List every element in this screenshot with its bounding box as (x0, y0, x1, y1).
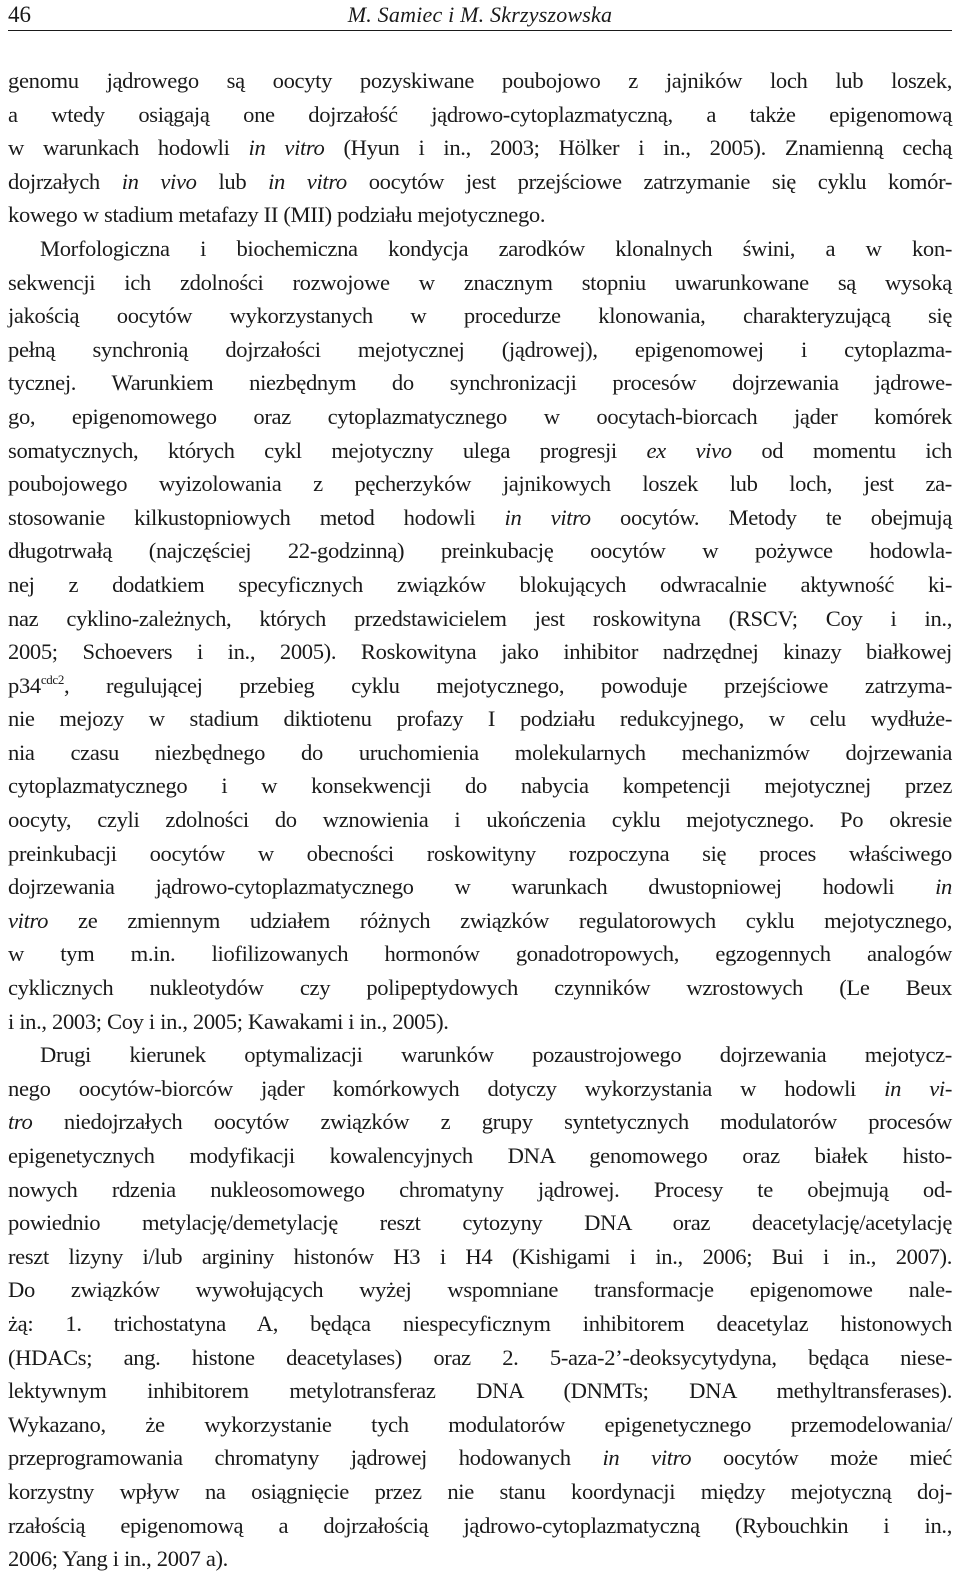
text-segment: oocytów może mieć (691, 1445, 952, 1471)
text-line (8, 1038, 952, 1072)
page-number: 46 (8, 2, 31, 27)
text-line (8, 1509, 952, 1543)
running-header (8, 0, 952, 31)
text-line (8, 1273, 952, 1307)
text-line (8, 1441, 952, 1475)
text-segment: epigenetycznych modyfikacji kowalencyjnych DNA genomowego oraz białek histo- (8, 1143, 952, 1168)
text-segment: reszt lizyny i/lub argininy histonów H3 i H4 (Kishigami i in., 2006; Bui i in., 2007). (8, 1243, 952, 1269)
text-segment: nowych rdzenia nukleosomowego chromatyny jądrowej. Procesy te obejmują od- (8, 1176, 952, 1202)
italic-term: in vi- (884, 1075, 952, 1101)
text-segment: go, epigenomowego oraz cytoplazmatycznego w oocytach-biorcach jąder komórek (8, 403, 952, 429)
text-segment: 2005; Schoevers i in., 2005). Roskowityna jako inhibitor nadrzędnej kinazy białkowej (8, 639, 952, 665)
text-line (8, 98, 952, 132)
italic-term: tro (8, 1109, 33, 1135)
body-text (8, 64, 952, 1576)
text-line (8, 870, 952, 904)
text-line (8, 1240, 952, 1274)
text-line (8, 803, 952, 837)
superscript-text: cdc2 (40, 671, 64, 687)
text-segment: dojrzałych (8, 168, 122, 194)
text-line (8, 165, 952, 199)
text-segment: i in., 2003; Coy i in., 2005; Kawakami i in., 2005). (8, 1008, 449, 1034)
text-line (8, 1072, 952, 1106)
text-segment: nie mejozy w stadium diktiotenu profazy I podziału redukcyjnego, w celu wydłuże- (8, 706, 952, 732)
text-line (8, 333, 952, 367)
text-line (8, 602, 952, 636)
text-segment: oocyty, czyli zdolności do wznowienia i ukończenia cyklu mejotycznego. Po okresie (8, 807, 952, 833)
text-segment: cytoplazmatycznego i w konsekwencji do nabycia kompetencji mejotycznej przez (8, 773, 952, 799)
text-line (8, 1206, 952, 1240)
text-line (8, 1542, 952, 1576)
text-segment: niedojrzałych oocytów związków z grupy syntetycznych modulatorów procesów (32, 1109, 952, 1135)
text-segment: dojrzewania jądrowo-cytoplazmatycznego w warunkach dwustopniowej hodowli (8, 874, 936, 900)
text-segment: tycznej. Warunkiem niezbędnym do synchronizacji procesów dojrzewania jądrowe- (8, 370, 952, 396)
text-line (8, 232, 952, 266)
text-segment: Morfologiczna i biochemiczna kondycja zarodków klonalnych świni, a w kon- (40, 235, 952, 261)
text-segment: poubojowego wyizolowania z pęcherzyków jajnikowych loszek lub loch, jest za- (8, 471, 952, 497)
text-line (8, 669, 952, 703)
text-line (8, 1374, 952, 1408)
text-segment: jakością oocytów wykorzystanych w procedurze klonowania, charakteryzującą się (8, 303, 952, 329)
text-line (8, 736, 952, 770)
text-segment: żą: 1. trichostatyna A, będąca niespecyficznym inhibitorem deacetylaz histonowych (8, 1310, 952, 1336)
text-line (8, 937, 952, 971)
italic-term: in vivo (121, 168, 197, 194)
text-line (8, 131, 952, 165)
text-segment: sekwencji ich zdolności rozwojowe w znacznym stopniu uwarunkowane są wysoką (8, 269, 952, 295)
text-line (8, 1307, 952, 1341)
text-segment: genomu jądrowego są oocyty pozyskiwane poubojowo z jajników loch lub loszek, (8, 68, 952, 93)
text-segment: Drugi kierunek optymalizacji warunków pozaustrojowego dojrzewania mejotycz- (40, 1042, 952, 1068)
text-segment: , regulującej przebieg cyklu mejotycznego, powoduje przejściowe zatrzyma- (63, 672, 952, 698)
text-line (8, 702, 952, 736)
running-title-authors: M. Samiec i M. Skrzyszowska (347, 2, 613, 27)
italic-term: in vitro (268, 168, 347, 194)
text-line (8, 299, 952, 333)
text-line (8, 467, 952, 501)
text-segment: nego oocytów-biorców jąder komórkowych dotyczy wykorzystania w hodowli (8, 1075, 885, 1101)
text-segment: rzałością epigenomową a dojrzałością jądrowo-cytoplazmatyczną (Rybouchkin i in., (8, 1512, 952, 1538)
text-line (8, 366, 952, 400)
text-line (8, 1105, 952, 1139)
text-segment: lub (196, 168, 269, 194)
text-segment: 2006; Yang i in., 2007 a). (8, 1546, 228, 1572)
text-line (8, 904, 952, 938)
text-line (8, 837, 952, 871)
text-segment: ze zmiennym udziałem różnych związków regulatorowych cyklu mejotycznego, (48, 907, 952, 933)
text-segment: p34 (8, 672, 41, 698)
text-segment: przeprogramowania chromatyny jądrowej hodowanych (8, 1445, 603, 1471)
text-segment: pełną synchronią dojrzałości mejotycznej (jądrowej), epigenomowej i cytoplazma- (8, 336, 952, 362)
text-segment: długotrwałą (najczęściej 22-godzinną) preinkubację oocytów w pożywce hodowla- (8, 538, 952, 564)
text-segment: (HDACs; ang. histone deacetylases) oraz 2. 5-aza-2’-deoksycytydyna, będąca niese- (8, 1344, 952, 1370)
text-line (8, 434, 952, 468)
italic-term: in vitro (602, 1445, 692, 1471)
text-line (8, 971, 952, 1005)
text-segment: cyklicznych nukleotydów czy polipeptydowych czynników wzrostowych (Le Beux (8, 975, 952, 1001)
text-line (8, 1139, 952, 1173)
text-line (8, 635, 952, 669)
italic-term: in (935, 874, 952, 900)
text-segment: oocytów jest przejściowe zatrzymanie się cyklu komór- (346, 168, 952, 194)
text-line (8, 1408, 952, 1442)
text-line (8, 534, 952, 568)
text-segment: kowego w stadium metafazy II (MII) podziału mejotycznego. (8, 202, 546, 228)
text-segment: (Hyun i in., 2003; Hölker i in., 2005). Znamienną cechą (324, 135, 953, 161)
text-segment: lektywnym inhibitorem metylotransferaz DNA (DNMTs; DNA methyltransferases). (8, 1378, 952, 1404)
text-line (8, 198, 952, 232)
text-segment: powiednio metylację/demetylację reszt cytozyny DNA oraz deacetylację/acetylację (8, 1210, 952, 1236)
text-segment: somatycznych, których cykl mejotyczny ulega progresji (8, 437, 647, 463)
text-segment: nia czasu niezbędnego do uruchomienia molekularnych mechanizmów dojrzewania (8, 739, 952, 765)
italic-term: in vitro (504, 504, 591, 530)
italic-term: vitro (8, 907, 49, 933)
text-line (8, 1005, 952, 1039)
text-line (8, 769, 952, 803)
text-line (8, 64, 952, 98)
text-line (8, 266, 952, 300)
text-segment: preinkubacji oocytów w obecności roskowityny rozpoczyna się proces właściwego (8, 840, 952, 866)
text-segment: w warunkach hodowli (8, 135, 249, 161)
text-line (8, 1341, 952, 1375)
text-line (8, 1475, 952, 1509)
text-line (8, 400, 952, 434)
text-segment: nej z dodatkiem specyficznych związków blokujących odwracalnie aktywność ki- (8, 571, 952, 597)
text-segment: naz cyklino-zależnych, których przedstawicielem jest roskowityna (RSCV; Coy i in., (8, 605, 952, 631)
text-line (8, 501, 952, 535)
text-segment: Wykazano, że wykorzystanie tych modulatorów epigenetycznego przemodelowania/ (8, 1411, 952, 1437)
text-segment: stosowanie kilkustopniowych metod hodowli (8, 504, 505, 530)
text-segment: od momentu ich (731, 437, 952, 463)
text-segment: Do związków wywołujących wyżej wspomniane transformacje epigenomowe nale- (8, 1277, 952, 1303)
italic-term: in vitro (248, 135, 325, 161)
text-segment: w tym m.in. liofilizowanych hormonów gonadotropowych, egzogennych analogów (8, 941, 952, 967)
text-segment: korzystny wpływ na osiągnięcie przez nie stanu koordynacji między mejotyczną doj- (8, 1478, 952, 1504)
text-segment: a wtedy osiągają one dojrzałość jądrowo-cytoplazmatyczną, a także epigenomową (8, 101, 952, 127)
text-line (8, 1173, 952, 1207)
italic-term: ex vivo (646, 437, 732, 463)
text-line (8, 568, 952, 602)
text-segment: oocytów. Metody te obejmują (590, 504, 953, 530)
